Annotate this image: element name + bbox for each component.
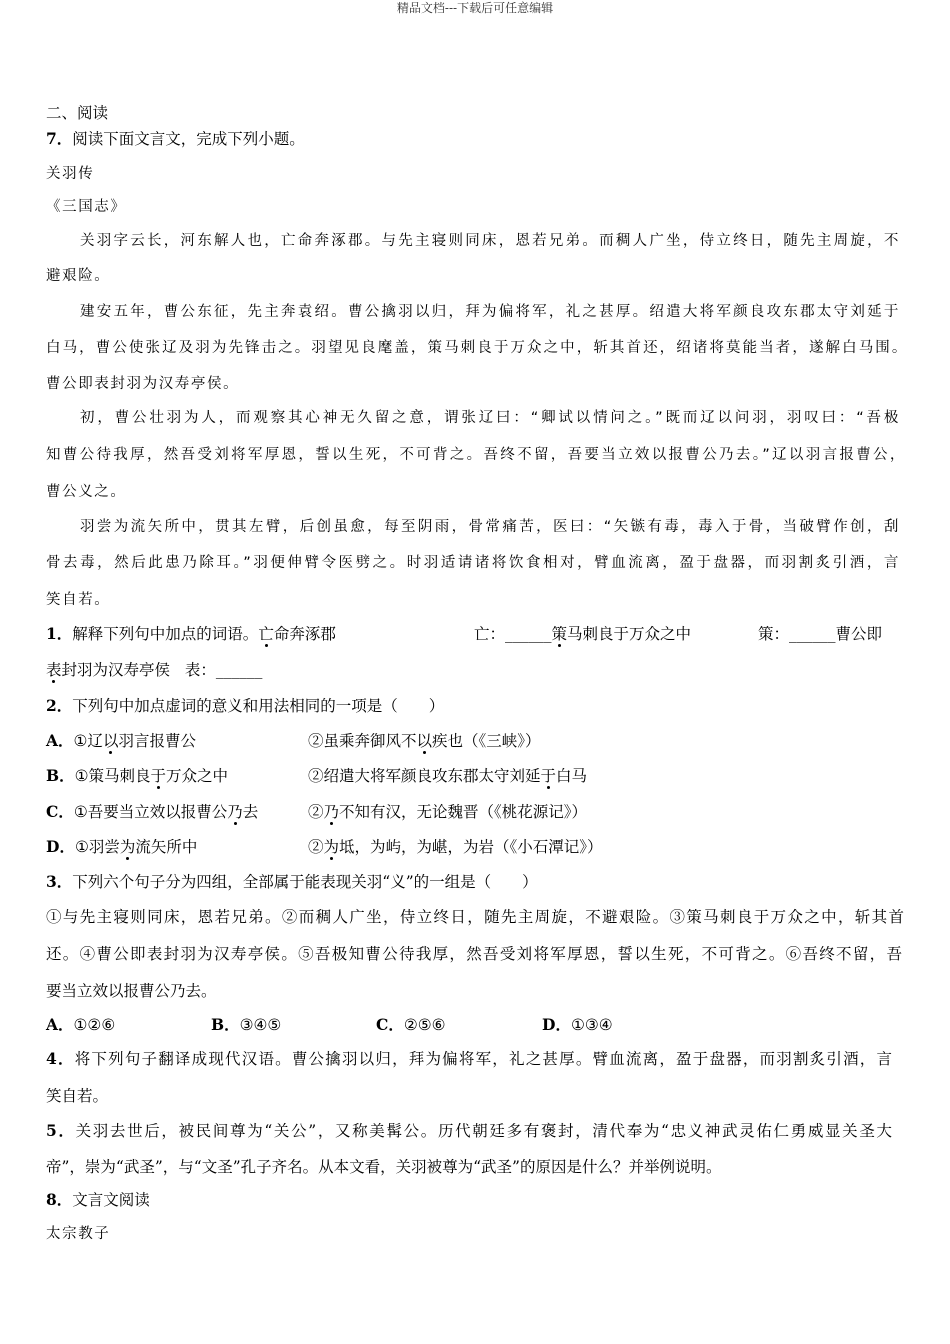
q8-number: 8． <box>46 1190 73 1209</box>
q1-line2 <box>46 660 262 680</box>
q8-text: 文言文阅读 <box>72 1191 150 1209</box>
p2-line1: 建安五年，曹公东征，先主奔袁绍。曹公擒羽以归，拜为偏将军，礼之甚厚。绍遣大将军颜良攻东郡太守刘延于 <box>80 304 900 320</box>
q2-a-right-word: 以 <box>416 732 433 750</box>
q2-a-right-rest: 疾也（《三峡》） <box>432 732 541 750</box>
q3-option-c-label: C． <box>376 1015 404 1034</box>
q2-number: 2． <box>46 696 73 715</box>
q8-stem <box>46 1190 150 1210</box>
q2-option-c-label: C． <box>46 802 74 821</box>
q1-word3: 表 <box>46 661 62 679</box>
q2-d-left-rest: 流矢所中 <box>135 838 198 856</box>
q1-word2: 策 <box>551 625 568 643</box>
q2-a-left-word: 以 <box>102 732 119 750</box>
q4-text: 将下列句子翻译成现代汉语。曹公擒羽以归，拜为偏将军，礼之甚厚。臂血流离，盈于盘器，而羽割炙引酒，言 <box>74 1050 892 1068</box>
q2-d-left-word: 为 <box>119 838 136 856</box>
q2-option-c[interactable] <box>46 802 906 822</box>
q2-c-left: ①吾要当立效以报曹公 <box>73 803 228 821</box>
q3-number: 3． <box>46 872 73 891</box>
q3-option-b[interactable] <box>211 1015 281 1035</box>
q3-option-a[interactable] <box>46 1015 115 1035</box>
q1-answer2[interactable]: 策：______曹公即 <box>758 625 883 643</box>
q2-b-left: ①策马刺良 <box>74 767 151 785</box>
q2-option-d-label: D． <box>46 837 75 856</box>
q1-phrase1: 命奔涿郡 <box>273 625 336 643</box>
q2-text: 下列句中加点虚词的意义和用法相同的一项是（ ） <box>72 697 445 715</box>
q2-d-right-rest: 坻，为屿，为嵁，为岩（《小石潭记》） <box>339 838 603 856</box>
q2-d-left: ①羽尝 <box>74 838 120 856</box>
q3-line1: ①与先主寝则同床，恩若兄弟。②而稠人广坐，侍立终日，随先主周旋，不避艰险。③策马刺良于万众之中，斩其首 <box>46 908 904 926</box>
q4-line2: 笑自若。 <box>46 1087 109 1105</box>
section-heading: 二、阅读 <box>46 104 109 122</box>
q3-text: 下列六个句子分为四组，全部属于能表现关羽“义”的一组是（ ） <box>72 873 538 891</box>
p4-line1: 羽尝为流矢所中，贯其左臂，后创虽愈，每至阴雨，骨常痛苦，医曰：“矢镞有毒，毒入于骨，当破臂作创，刮 <box>80 519 900 535</box>
q3-option-d[interactable] <box>542 1015 613 1035</box>
p2-line2: 白马，曹公使张辽及羽为先锋击之。羽望见良麾盖，策马刺良于万众之中，斩其首还，绍诸将莫能当者，遂解白马围。 <box>46 340 908 356</box>
q1-instruction: 解释下列句中加点的词语。 <box>72 625 259 643</box>
q3-stem <box>46 872 538 892</box>
q2-option-a[interactable] <box>46 731 906 751</box>
q2-option-d[interactable] <box>46 837 906 857</box>
p4-line2: 骨去毒，然后此患乃除耳。”羽便伸臂令医劈之。时羽适请诸将饮食相对，臂血流离，盈于盘器，而羽割炙引酒，言 <box>46 555 900 571</box>
q1-number: 1． <box>46 624 73 643</box>
q2-option-a-label: A． <box>46 731 74 750</box>
q3-option-d-label: D． <box>542 1015 571 1034</box>
q5-text: 关羽去世后，被民间尊为“关公”，又称美髯公。历代朝廷多有褒封，清代奉为“忠义神武灵佑仁勇威显关圣大 <box>75 1122 892 1140</box>
q1-word1: 亡 <box>258 625 274 643</box>
q4-number: 4． <box>46 1049 75 1068</box>
q2-b-left-rest: 万众之中 <box>166 767 229 785</box>
q3-option-b-text: ③④⑤ <box>239 1016 282 1034</box>
q3-option-c-text: ②⑤⑥ <box>403 1016 446 1034</box>
passage-title: 关羽传 <box>46 166 95 182</box>
q7-intro-text: 阅读下面文言文，完成下列小题。 <box>72 130 305 148</box>
q1-answer1[interactable]: 亡：______ <box>474 625 552 643</box>
p3-line1: 初，曹公壮羽为人，而观察其心神无久留之意，谓张辽曰：“卿试以情问之。”既而辽以问羽，羽叹曰：“吾极 <box>80 410 900 426</box>
q8-title: 太宗教子 <box>46 1226 111 1242</box>
p1-line2: 避艰险。 <box>46 268 111 284</box>
q2-a-right: ②虽乘奔御风不 <box>308 732 417 750</box>
q2-option-b-label: B． <box>46 766 75 785</box>
q3-option-c[interactable] <box>376 1015 446 1035</box>
q3-option-d-text: ①③④ <box>570 1016 613 1034</box>
q3-option-a-text: ①②⑥ <box>73 1016 116 1034</box>
p4-line3: 笑自若。 <box>46 592 111 608</box>
q2-a-left: ①辽 <box>73 732 103 750</box>
q3-option-b-label: B． <box>211 1015 240 1034</box>
q2-stem <box>46 696 444 716</box>
p3-line2: 知曹公待我厚，然吾受刘将军厚恩，誓以生死，不可背之。吾终不留，吾要当立效以报曹公乃去。”辽以羽言报曹公， <box>46 447 906 463</box>
q2-c-right-rest: 不知有汉，无论魏晋（《桃花源记》） <box>339 803 588 821</box>
page-header: 精品文档---下载后可任意编辑 <box>396 1 554 15</box>
q2-b-right-word: 于 <box>540 767 557 785</box>
q2-d-right: ② <box>308 838 324 856</box>
q1-line1 <box>46 624 906 644</box>
q2-c-right: ② <box>308 803 324 821</box>
q1-phrase2: 马刺良于万众之中 <box>567 625 692 643</box>
q5-line2: 帝”，崇为“武圣”，与“文圣”孔子齐名。从本文看，关羽被尊为“武圣”的原因是什么？并举例说明。 <box>46 1158 722 1176</box>
q5-number: 5． <box>46 1121 76 1140</box>
q3-line3: 要当立效以报曹公乃去。 <box>46 982 217 1000</box>
passage-source: 《三国志》 <box>46 199 127 215</box>
q2-a-left-rest: 羽言报曹公 <box>118 732 196 750</box>
q7-intro <box>46 129 305 149</box>
q3-line2: 还。④曹公即表封羽为汉寿亭侯。⑤吾极知曹公待我厚，然吾受刘将军厚恩，誓以生死，不可背之。⑥吾终不留，吾 <box>46 945 902 963</box>
q7-number: 7． <box>46 129 73 148</box>
q4-line1 <box>46 1049 892 1069</box>
p3-line3: 曹公义之。 <box>46 484 127 500</box>
q2-option-b[interactable] <box>46 766 906 786</box>
q3-option-a-label: A． <box>46 1015 74 1034</box>
q2-b-left-word: 于 <box>150 767 167 785</box>
p2-line3: 曹公即表封羽为汉寿亭侯。 <box>46 376 240 392</box>
q2-c-left-rest: 去 <box>242 803 259 821</box>
p1-line1: 关羽字云长，河东解人也，亡命奔涿郡。与先主寝则同床，恩若兄弟。而稠人广坐，侍立终日，随先主周旋，不 <box>80 233 900 249</box>
q1-phrase3: 封羽为汉寿亭侯 <box>61 661 171 679</box>
q2-b-right: ②绍遣大将军颜良攻东郡太守刘延 <box>308 767 541 785</box>
q2-b-right-rest: 白马 <box>556 767 588 785</box>
q1-answer3[interactable]: 表：______ <box>184 661 263 679</box>
q2-c-right-word: 乃 <box>323 803 340 821</box>
q2-d-right-word: 为 <box>323 838 340 856</box>
q2-c-left-word: 乃 <box>227 803 243 821</box>
q5-line1 <box>46 1121 892 1141</box>
